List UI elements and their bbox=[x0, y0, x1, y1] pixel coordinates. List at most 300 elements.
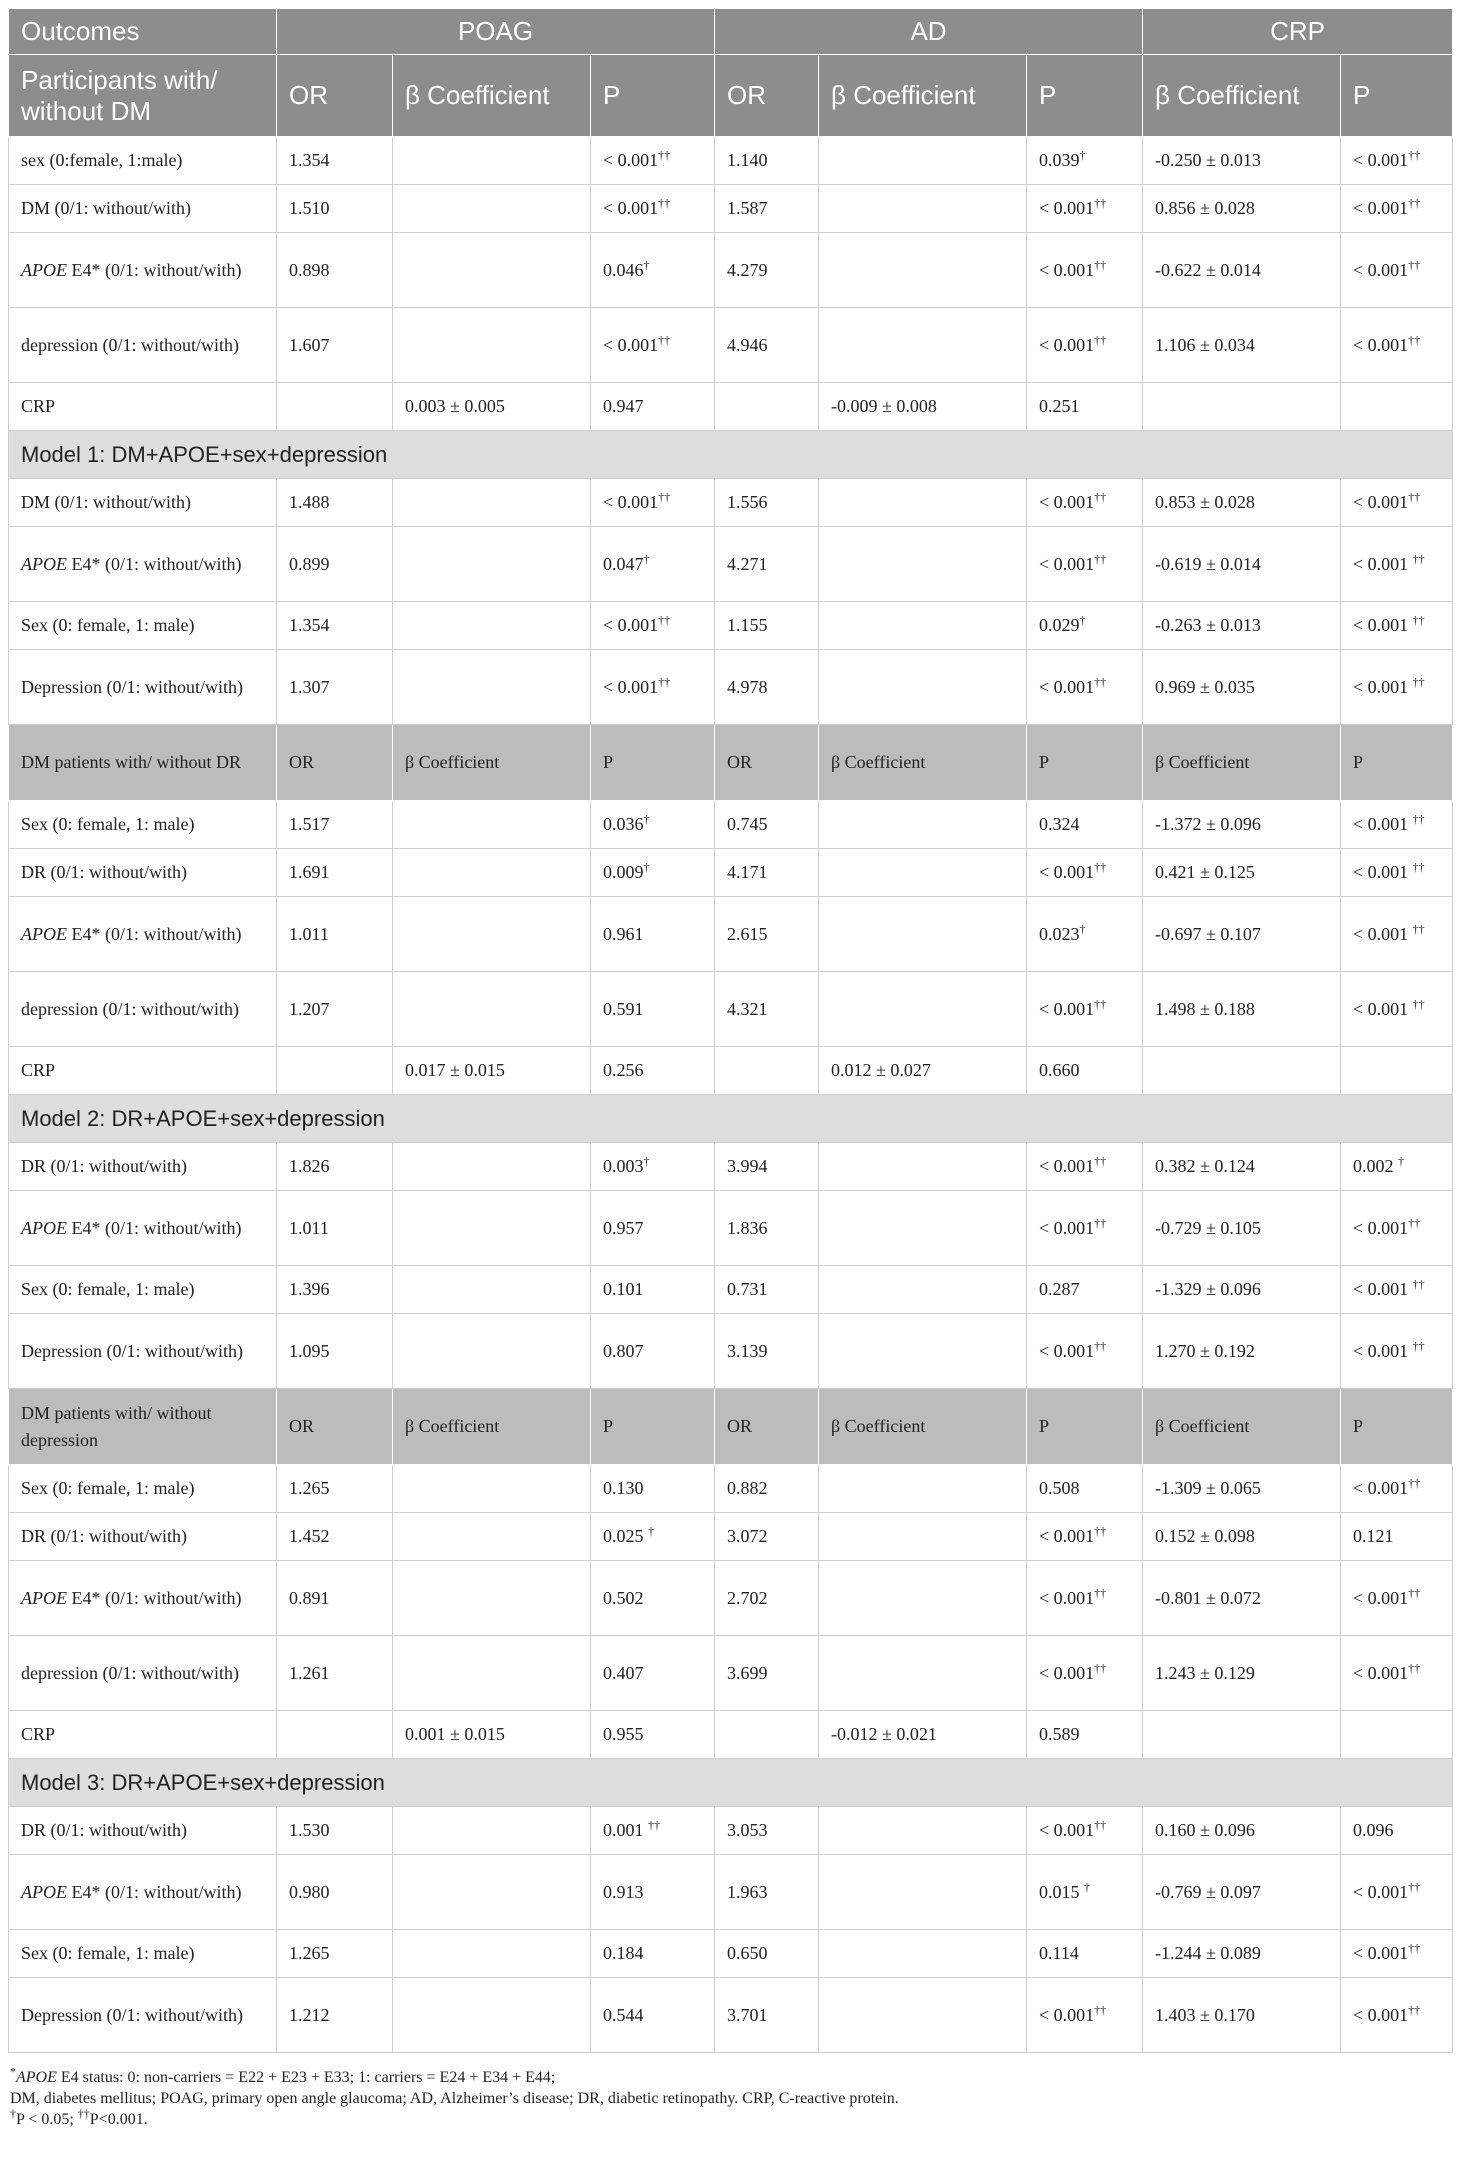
cell-value: 1.826 bbox=[289, 1156, 330, 1176]
table-row bbox=[9, 1636, 1453, 1711]
cell-value: -1.372 ± 0.096 bbox=[1155, 814, 1261, 834]
significance-mark: †† bbox=[1094, 2002, 1107, 2017]
cell-value: 0.856 ± 0.028 bbox=[1155, 198, 1255, 218]
significance-mark: †† bbox=[658, 332, 671, 347]
table-cell bbox=[1143, 383, 1341, 431]
table-cell bbox=[819, 897, 1027, 972]
significance-mark: †† bbox=[648, 1818, 660, 1832]
row-label-italic: APOE bbox=[21, 553, 67, 574]
cell-value: < 0.001 bbox=[1353, 615, 1413, 635]
table-cell bbox=[819, 801, 1027, 849]
cell-value: < 0.001 bbox=[1353, 259, 1409, 280]
significance-mark: † bbox=[643, 551, 650, 566]
table-cell bbox=[1341, 1465, 1453, 1513]
cell-value: -0.619 ± 0.014 bbox=[1155, 553, 1261, 574]
cell-value: 0.957 bbox=[603, 1217, 644, 1238]
table-cell bbox=[393, 137, 591, 185]
cell-value: 0.544 bbox=[603, 2004, 644, 2025]
table-cell bbox=[715, 1465, 819, 1513]
table-cell bbox=[393, 1807, 591, 1855]
row-label: Depression (0/1: without/with) bbox=[9, 650, 277, 725]
cell-value: 0.913 bbox=[603, 1881, 644, 1902]
table-cell bbox=[1341, 972, 1453, 1047]
table-cell bbox=[1027, 137, 1143, 185]
table-cell bbox=[591, 1930, 715, 1978]
table-cell bbox=[1341, 602, 1453, 650]
cell-value: 0.039 bbox=[1039, 150, 1080, 170]
subgroup-col-header: P bbox=[1341, 1389, 1453, 1465]
table-cell bbox=[393, 801, 591, 849]
cell-value: 0.731 bbox=[727, 1279, 768, 1299]
significance-mark: †† bbox=[1094, 490, 1107, 504]
cell-value: < 0.001 bbox=[1353, 492, 1409, 512]
cell-value: 3.139 bbox=[727, 1340, 768, 1361]
cell-value: 0.047 bbox=[603, 553, 644, 574]
cell-value: -1.244 ± 0.089 bbox=[1155, 1943, 1261, 1963]
table-cell bbox=[1341, 1561, 1453, 1636]
table-cell bbox=[819, 849, 1027, 897]
table-cell bbox=[393, 383, 591, 431]
cell-value: 3.053 bbox=[727, 1820, 768, 1840]
cell-value: < 0.001 bbox=[1353, 1662, 1409, 1683]
cell-value: 1.691 bbox=[289, 862, 330, 882]
cell-value: < 0.001 bbox=[1039, 198, 1095, 218]
cell-value: < 0.001 bbox=[1353, 1943, 1409, 1963]
table-row bbox=[9, 1561, 1453, 1636]
footnote-asterisk: * bbox=[10, 2064, 16, 2079]
table-cell bbox=[1143, 650, 1341, 725]
table-cell bbox=[591, 650, 715, 725]
cell-value: 1.498 ± 0.188 bbox=[1155, 998, 1255, 1019]
table-cell bbox=[1143, 1266, 1341, 1314]
significance-mark: †† bbox=[1094, 196, 1107, 210]
table-cell bbox=[277, 1930, 393, 1978]
table-cell bbox=[1341, 897, 1453, 972]
table-cell bbox=[715, 479, 819, 527]
table-cell bbox=[819, 1711, 1027, 1759]
table-cell bbox=[1027, 1636, 1143, 1711]
table-cell bbox=[277, 383, 393, 431]
cell-value: -0.769 ± 0.097 bbox=[1155, 1881, 1261, 1902]
table-cell bbox=[1341, 233, 1453, 308]
cell-value: 1.307 bbox=[289, 676, 330, 697]
row-label bbox=[9, 1561, 277, 1636]
table-cell bbox=[1143, 233, 1341, 308]
table-row bbox=[9, 1143, 1453, 1191]
footnote-p005: P < 0.05; bbox=[16, 2111, 78, 2128]
cell-value: 0.955 bbox=[603, 1724, 644, 1744]
cell-value: 0.096 bbox=[1353, 1820, 1394, 1840]
table-cell bbox=[819, 1143, 1027, 1191]
table-cell bbox=[1143, 801, 1341, 849]
significance-mark: †† bbox=[1408, 490, 1421, 504]
cell-value: 3.701 bbox=[727, 2004, 768, 2025]
cell-value: 0.807 bbox=[603, 1340, 644, 1361]
table-cell bbox=[1341, 1978, 1453, 2053]
footnote-significance bbox=[10, 2106, 1452, 2130]
significance-mark: † bbox=[1079, 613, 1086, 627]
table-cell bbox=[277, 849, 393, 897]
table-cell bbox=[591, 1266, 715, 1314]
row-label: Sex (0: female, 1: male) bbox=[9, 1465, 277, 1513]
significance-mark: †† bbox=[658, 490, 671, 504]
table-cell bbox=[819, 1807, 1027, 1855]
table-cell bbox=[1143, 1314, 1341, 1389]
row-label-text: E4* (0/1: without/with) bbox=[66, 1217, 242, 1238]
table-cell bbox=[1341, 1314, 1453, 1389]
footnote-double-dagger: †† bbox=[77, 2106, 90, 2121]
significance-mark: †† bbox=[1094, 1818, 1107, 1832]
table-cell bbox=[1143, 479, 1341, 527]
cell-value: < 0.001 bbox=[1039, 1662, 1095, 1683]
model-label: Model 1: DM+APOE+sex+depression bbox=[9, 431, 1453, 479]
table-cell bbox=[715, 972, 819, 1047]
row-label bbox=[9, 1191, 277, 1266]
significance-mark: †† bbox=[1412, 812, 1425, 826]
table-cell bbox=[393, 1047, 591, 1095]
table-cell bbox=[1143, 1047, 1341, 1095]
table-cell bbox=[277, 650, 393, 725]
cell-value: 0.001 bbox=[603, 1820, 648, 1840]
table-cell bbox=[1341, 1807, 1453, 1855]
cell-value: 3.699 bbox=[727, 1662, 768, 1683]
table-row bbox=[9, 972, 1453, 1047]
table-cell bbox=[1027, 801, 1143, 849]
table-cell bbox=[1143, 849, 1341, 897]
cell-value: 0.251 bbox=[1039, 396, 1080, 416]
table-cell bbox=[1027, 972, 1143, 1047]
row-label: DR (0/1: without/with) bbox=[9, 1807, 277, 1855]
cell-value: < 0.001 bbox=[1039, 2004, 1095, 2025]
cell-value: 1.155 bbox=[727, 615, 768, 635]
cell-value: < 0.001 bbox=[1353, 1340, 1413, 1361]
table-cell bbox=[277, 137, 393, 185]
header-col: β Coefficient bbox=[819, 55, 1027, 137]
header-col: P bbox=[1341, 55, 1453, 137]
subgroup-col-header: OR bbox=[277, 1389, 393, 1465]
table-cell bbox=[715, 801, 819, 849]
cell-value: < 0.001 bbox=[1039, 553, 1095, 574]
cell-value: 4.171 bbox=[727, 862, 768, 882]
table-cell bbox=[1027, 849, 1143, 897]
table-cell bbox=[277, 233, 393, 308]
table-cell bbox=[1143, 1711, 1341, 1759]
significance-mark: †† bbox=[1412, 921, 1425, 936]
footnote-abbreviations: DM, diabetes mellitus; POAG, primary open angle glaucoma; AD, Alzheimer’s disease; DR, diabetic retinopathy. CRP, C-reactive protein. bbox=[10, 2090, 899, 2107]
row-label-italic: APOE bbox=[21, 1587, 67, 1608]
table-row bbox=[9, 1314, 1453, 1389]
cell-value: < 0.001 bbox=[603, 198, 659, 218]
table-cell bbox=[1341, 1513, 1453, 1561]
cell-value: 0.287 bbox=[1039, 1279, 1080, 1299]
table-cell bbox=[1341, 1191, 1453, 1266]
significance-mark: †† bbox=[1094, 1660, 1107, 1675]
cell-value: < 0.001 bbox=[1353, 2004, 1409, 2025]
cell-value: 0.898 bbox=[289, 259, 330, 280]
table-cell bbox=[715, 137, 819, 185]
table-row bbox=[9, 233, 1453, 308]
cell-value: < 0.001 bbox=[1039, 998, 1095, 1019]
cell-value: 1.261 bbox=[289, 1662, 330, 1683]
table-cell bbox=[277, 1314, 393, 1389]
table-cell bbox=[715, 308, 819, 383]
significance-mark: †† bbox=[1094, 332, 1107, 347]
cell-value: 0.114 bbox=[1039, 1943, 1079, 1963]
cell-value: < 0.001 bbox=[603, 492, 659, 512]
table-cell bbox=[819, 1314, 1027, 1389]
cell-value: 1.587 bbox=[727, 198, 768, 218]
table-cell bbox=[277, 1711, 393, 1759]
cell-value: 1.530 bbox=[289, 1820, 330, 1840]
row-label-italic: APOE bbox=[21, 259, 67, 280]
cell-value: 0.382 ± 0.124 bbox=[1155, 1156, 1255, 1176]
table-cell bbox=[277, 972, 393, 1047]
cell-value: 1.403 ± 0.170 bbox=[1155, 2004, 1255, 2025]
table-cell bbox=[819, 1047, 1027, 1095]
table-cell bbox=[393, 1711, 591, 1759]
significance-mark: † bbox=[648, 1524, 654, 1538]
table-cell bbox=[1341, 801, 1453, 849]
table-cell bbox=[1027, 308, 1143, 383]
cell-value: 0.152 ± 0.098 bbox=[1155, 1526, 1255, 1546]
significance-mark: †† bbox=[658, 613, 671, 627]
table-cell bbox=[715, 1143, 819, 1191]
table-cell bbox=[1143, 1513, 1341, 1561]
table-row bbox=[9, 1047, 1453, 1095]
cell-value: < 0.001 bbox=[603, 150, 659, 170]
table-row bbox=[9, 1191, 1453, 1266]
table-row bbox=[9, 383, 1453, 431]
cell-value: 1.270 ± 0.192 bbox=[1155, 1340, 1255, 1361]
table-cell bbox=[277, 1266, 393, 1314]
cell-value: 0.002 bbox=[1353, 1156, 1399, 1176]
footnote-p0001: P<0.001. bbox=[89, 2111, 148, 2128]
cell-value: -0.697 ± 0.107 bbox=[1155, 923, 1261, 944]
table-row bbox=[9, 801, 1453, 849]
table-cell bbox=[1143, 185, 1341, 233]
significance-mark: † bbox=[1398, 1154, 1405, 1168]
cell-value: 1.354 bbox=[289, 150, 330, 170]
row-label: CRP bbox=[9, 1711, 277, 1759]
significance-mark: †† bbox=[1408, 1879, 1421, 1894]
significance-mark: † bbox=[1079, 148, 1086, 162]
table-cell bbox=[1027, 1807, 1143, 1855]
significance-mark: †† bbox=[1408, 196, 1421, 210]
significance-mark: †† bbox=[1408, 1941, 1421, 1955]
subgroup-col-header: β Coefficient bbox=[819, 725, 1027, 801]
header-col: OR bbox=[715, 55, 819, 137]
model-header-row bbox=[9, 1095, 1453, 1143]
cell-value: 0.853 ± 0.028 bbox=[1155, 492, 1255, 512]
table-cell bbox=[819, 650, 1027, 725]
cell-value: 0.947 bbox=[603, 396, 644, 416]
table-row bbox=[9, 527, 1453, 602]
table-cell bbox=[715, 1266, 819, 1314]
significance-mark: †† bbox=[1412, 674, 1425, 689]
table-row bbox=[9, 1465, 1453, 1513]
table-cell bbox=[591, 527, 715, 602]
table-row bbox=[9, 1930, 1453, 1978]
table-cell bbox=[715, 1561, 819, 1636]
cell-value: -0.263 ± 0.013 bbox=[1155, 615, 1261, 635]
table-cell bbox=[393, 308, 591, 383]
significance-mark: †† bbox=[1094, 1524, 1107, 1538]
table-cell bbox=[393, 972, 591, 1047]
header-col: P bbox=[591, 55, 715, 137]
row-label: Sex (0: female, 1: male) bbox=[9, 801, 277, 849]
subgroup-col-header: P bbox=[591, 725, 715, 801]
cell-value: -0.250 ± 0.013 bbox=[1155, 150, 1261, 170]
table-cell bbox=[591, 1047, 715, 1095]
table-cell bbox=[277, 1143, 393, 1191]
cell-value: 1.106 ± 0.034 bbox=[1155, 334, 1255, 355]
table-cell bbox=[591, 897, 715, 972]
table-cell bbox=[1143, 1807, 1341, 1855]
row-label-text: E4* (0/1: without/with) bbox=[66, 1587, 242, 1608]
cell-value: 1.265 bbox=[289, 1943, 330, 1963]
table-cell bbox=[819, 137, 1027, 185]
cell-value: 2.615 bbox=[727, 923, 768, 944]
table-cell bbox=[1027, 1191, 1143, 1266]
significance-mark: †† bbox=[1094, 1338, 1107, 1353]
cell-value: < 0.001 bbox=[603, 334, 659, 355]
table-cell bbox=[591, 137, 715, 185]
subgroup-col-header: β Coefficient bbox=[819, 1389, 1027, 1465]
header-row-groups bbox=[9, 9, 1453, 55]
cell-value: 0.899 bbox=[289, 553, 330, 574]
table-cell bbox=[1143, 1930, 1341, 1978]
table-cell bbox=[1027, 602, 1143, 650]
model-header-row bbox=[9, 1759, 1453, 1807]
table-cell bbox=[393, 1191, 591, 1266]
table-cell bbox=[715, 897, 819, 972]
cell-value: 0.256 bbox=[603, 1060, 644, 1080]
cell-value: 0.745 bbox=[727, 814, 768, 834]
table-cell bbox=[1143, 1561, 1341, 1636]
row-label-italic: APOE bbox=[21, 1217, 67, 1238]
table-cell bbox=[277, 1465, 393, 1513]
table-cell bbox=[715, 1711, 819, 1759]
table-cell bbox=[1143, 1465, 1341, 1513]
cell-value: 1.243 ± 0.129 bbox=[1155, 1662, 1255, 1683]
cell-value: < 0.001 bbox=[1353, 1587, 1409, 1608]
cell-value: < 0.001 bbox=[1353, 553, 1413, 574]
table-cell bbox=[393, 1314, 591, 1389]
table-cell bbox=[277, 308, 393, 383]
table-cell bbox=[277, 897, 393, 972]
header-row-columns bbox=[9, 55, 1453, 137]
table-cell bbox=[819, 1513, 1027, 1561]
cell-value: 2.702 bbox=[727, 1587, 768, 1608]
table-cell bbox=[819, 1636, 1027, 1711]
subgroup-col-header: β Coefficient bbox=[393, 725, 591, 801]
table-cell bbox=[1341, 479, 1453, 527]
table-cell bbox=[393, 1513, 591, 1561]
cell-value: < 0.001 bbox=[1039, 1217, 1095, 1238]
table-cell bbox=[393, 602, 591, 650]
cell-value: < 0.001 bbox=[1039, 1526, 1095, 1546]
table-cell bbox=[1027, 650, 1143, 725]
table-cell bbox=[591, 1561, 715, 1636]
row-label: DM (0/1: without/with) bbox=[9, 479, 277, 527]
cell-value: 0.012 ± 0.027 bbox=[831, 1060, 931, 1080]
table-row bbox=[9, 137, 1453, 185]
significance-mark: †† bbox=[1408, 332, 1421, 347]
cell-value: 0.650 bbox=[727, 1943, 768, 1963]
table-cell bbox=[1027, 1711, 1143, 1759]
row-label: Sex (0: female, 1: male) bbox=[9, 1930, 277, 1978]
row-label: DR (0/1: without/with) bbox=[9, 1513, 277, 1561]
table-cell bbox=[1341, 1143, 1453, 1191]
row-label bbox=[9, 897, 277, 972]
table-cell bbox=[277, 1513, 393, 1561]
table-cell bbox=[591, 308, 715, 383]
cell-value: -0.012 ± 0.021 bbox=[831, 1724, 937, 1744]
cell-value: 1.510 bbox=[289, 198, 330, 218]
row-label bbox=[9, 527, 277, 602]
table-cell bbox=[715, 1807, 819, 1855]
subgroup-col-header: β Coefficient bbox=[1143, 1389, 1341, 1465]
cell-value: < 0.001 bbox=[1353, 1217, 1409, 1238]
table-cell bbox=[393, 849, 591, 897]
cell-value: 0.502 bbox=[603, 1587, 644, 1608]
cell-value: 0.591 bbox=[603, 998, 644, 1019]
row-label bbox=[9, 233, 277, 308]
table-cell bbox=[819, 383, 1027, 431]
subgroup-col-header: P bbox=[1027, 725, 1143, 801]
cell-value: 0.003 bbox=[603, 1156, 644, 1176]
cell-value: 0.184 bbox=[603, 1943, 644, 1963]
table-cell bbox=[715, 1930, 819, 1978]
header-outcomes: Outcomes bbox=[9, 9, 277, 55]
table-cell bbox=[715, 1047, 819, 1095]
table-cell bbox=[277, 1978, 393, 2053]
cell-value: 1.607 bbox=[289, 334, 330, 355]
significance-mark: †† bbox=[1408, 257, 1421, 272]
table-cell bbox=[1143, 1855, 1341, 1930]
significance-mark: †† bbox=[1094, 1215, 1107, 1230]
table-cell bbox=[393, 897, 591, 972]
table-cell bbox=[393, 1266, 591, 1314]
table-cell bbox=[1027, 233, 1143, 308]
cell-value: 1.265 bbox=[289, 1478, 330, 1498]
cell-value: 1.354 bbox=[289, 615, 330, 635]
cell-value: 1.452 bbox=[289, 1526, 330, 1546]
table-cell bbox=[819, 1855, 1027, 1930]
cell-value: 4.271 bbox=[727, 553, 768, 574]
subgroup-col-header: OR bbox=[715, 1389, 819, 1465]
cell-value: < 0.001 bbox=[1039, 492, 1095, 512]
table-cell bbox=[591, 1636, 715, 1711]
cell-value: < 0.001 bbox=[1353, 998, 1413, 1019]
table-row bbox=[9, 1855, 1453, 1930]
table-cell bbox=[715, 602, 819, 650]
table-cell bbox=[393, 1855, 591, 1930]
subgroup-col-header: P bbox=[1341, 725, 1453, 801]
table-cell bbox=[591, 602, 715, 650]
header-participants: Participants with/ without DM bbox=[9, 55, 277, 137]
significance-mark: †† bbox=[1094, 551, 1107, 566]
footnote-apoe-text: E4 status: 0: non-carriers = E22 + E23 + E33; 1: carriers = E24 + E34 + E44; bbox=[56, 2069, 556, 2086]
cell-value: -1.329 ± 0.096 bbox=[1155, 1279, 1261, 1299]
row-label-text: E4* (0/1: without/with) bbox=[66, 259, 242, 280]
cell-value: 0.882 bbox=[727, 1478, 768, 1498]
cell-value: < 0.001 bbox=[1039, 1156, 1095, 1176]
table-row bbox=[9, 1978, 1453, 2053]
table-cell bbox=[715, 1978, 819, 2053]
table-cell bbox=[1341, 650, 1453, 725]
cell-value: < 0.001 bbox=[1039, 676, 1095, 697]
